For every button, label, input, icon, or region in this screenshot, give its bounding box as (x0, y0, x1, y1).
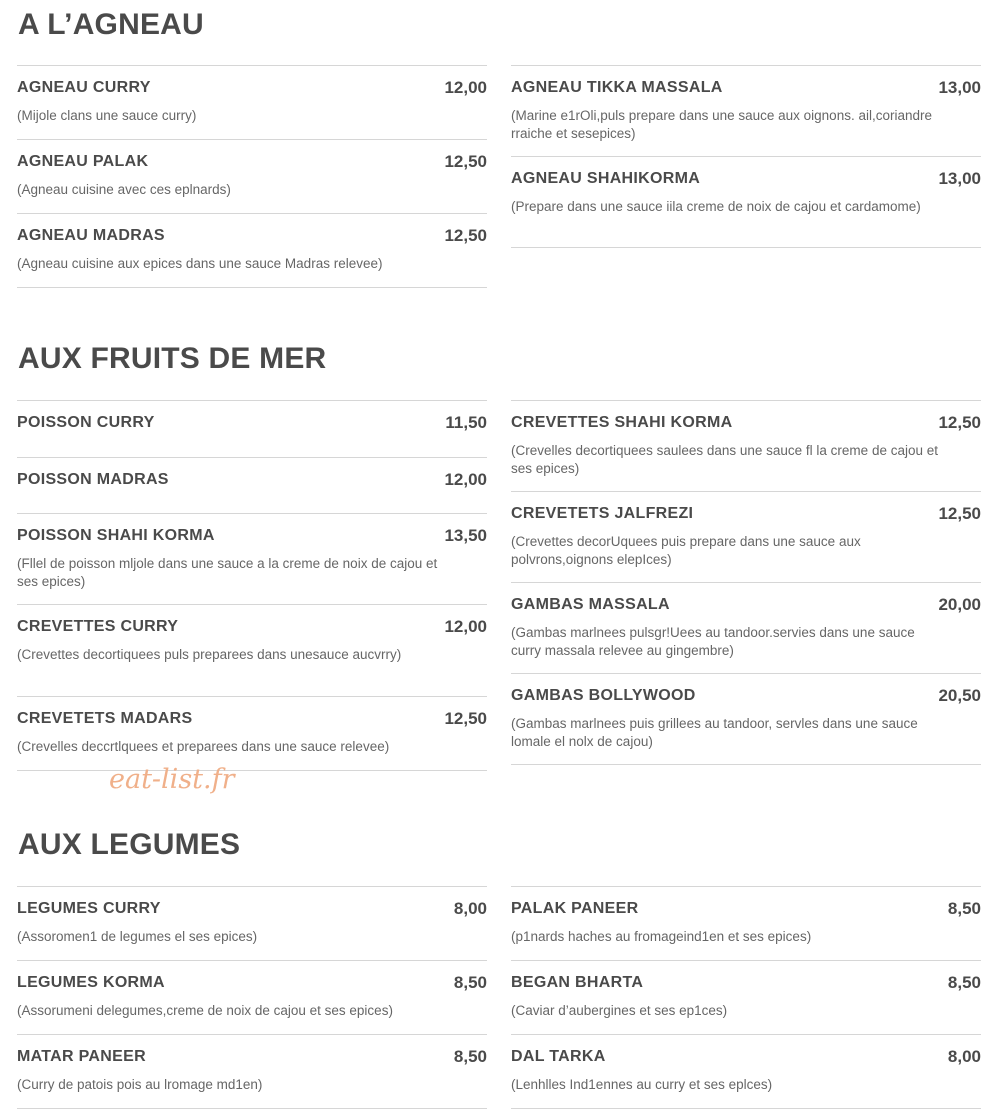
item-name: AGNEAU TIKKA MASSALA (511, 79, 723, 96)
section-title-agneau: A L’AGNEAU (18, 8, 204, 41)
item-price: 20,50 (938, 686, 981, 705)
item-description: (Crevelles deccrtlquees et preparees dans une sauce relevee) (17, 739, 390, 754)
item-price: 13,50 (444, 526, 487, 545)
item-price: 12,50 (938, 504, 981, 523)
item-description: (Gambas marlnees puis grillees au tandoor, servles dans une sauce lomale el nolx de cajou) (511, 716, 918, 749)
item-price: 8,50 (453, 973, 487, 992)
item-name: AGNEAU PALAK (17, 153, 149, 170)
menu-item (511, 65, 981, 156)
item-name: LEGUMES KORMA (17, 974, 165, 991)
section-title-fruits-de-mer: AUX FRUITS DE MER (18, 342, 327, 375)
menu-column-fruits-de-mer-right (511, 400, 981, 765)
item-name: GAMBAS BOLLYWOOD (511, 687, 696, 704)
menu-item (511, 1034, 981, 1109)
item-price: 8,50 (453, 1047, 487, 1066)
item-name: AGNEAU SHAHIKORMA (511, 170, 701, 187)
item-price: 12,00 (444, 470, 487, 489)
menu-item (17, 1034, 487, 1109)
item-name: CREVETTES SHAHI KORMA (511, 414, 733, 431)
item-description: (p1nards haches au fromageind1en et ses epices) (511, 929, 812, 944)
menu-item (17, 513, 487, 604)
menu-item (17, 696, 487, 771)
item-price: 8,50 (947, 899, 981, 918)
item-description: (Agneau cuisine aux epices dans une sauce Madras relevee) (17, 256, 383, 271)
item-price: 12,50 (444, 152, 487, 171)
menu-item (511, 400, 981, 491)
menu-item (511, 582, 981, 673)
item-name: POISSON CURRY (17, 414, 155, 431)
menu-item (17, 213, 487, 288)
item-price: 12,50 (938, 413, 981, 432)
menu-column-agneau-left (17, 65, 487, 288)
item-price: 13,00 (938, 78, 981, 97)
item-price: 8,50 (947, 973, 981, 992)
menu-item (17, 886, 487, 960)
item-name: MATAR PANEER (17, 1048, 146, 1065)
item-description: (Gambas marlnees pulsgr!Uees au tandoor.servies dans une sauce curry massala relevee au gingembre) (511, 625, 915, 658)
menu-item (511, 673, 981, 765)
item-name: POISSON MADRAS (17, 471, 169, 488)
menu-column-legumes-right (511, 886, 981, 1109)
item-name: DAL TARKA (511, 1048, 606, 1065)
item-price: 12,00 (444, 78, 487, 97)
item-description: (Crevelles decortiquees saulees dans une sauce fl la creme de cajou et ses epices) (511, 443, 938, 476)
item-description: (Curry de patois pois au lromage md1en) (17, 1077, 263, 1092)
item-price: 12,50 (444, 709, 487, 728)
item-name: PALAK PANEER (511, 900, 639, 917)
menu-item (17, 960, 487, 1034)
item-price: 20,00 (938, 595, 981, 614)
menu-item (511, 960, 981, 1034)
menu-column-legumes-left (17, 886, 487, 1109)
menu-item (17, 65, 487, 139)
item-description: (Fllel de poisson mljole dans une sauce a la creme de noix de cajou et ses epices) (17, 556, 438, 589)
item-description: (Assorumeni delegumes,creme de noix de cajou et ses epices) (17, 1003, 393, 1018)
menu-item (17, 139, 487, 213)
item-name: POISSON SHAHI KORMA (17, 527, 215, 544)
item-description: (Mijole clans une sauce curry) (17, 108, 197, 123)
item-description: (Crevettes decorUquees puis prepare dans une sauce aux polvrons,oignons elepIces) (511, 534, 861, 567)
menu-column-agneau-right (511, 65, 981, 248)
item-name: AGNEAU CURRY (17, 79, 151, 96)
menu-item (511, 156, 981, 248)
item-price: 12,50 (444, 226, 487, 245)
item-price: 12,00 (444, 617, 487, 636)
item-description: (Prepare dans une sauce iila creme de noix de cajou et cardamome) (511, 199, 921, 214)
item-description: (Caviar d’aubergines et ses ep1ces) (511, 1003, 728, 1018)
item-name: CREVETETS JALFREZI (511, 505, 694, 522)
item-description: (Assoromen1 de legumes el ses epices) (17, 929, 258, 944)
item-description: (Marine e1rOli,puls prepare dans une sauce aux oignons. ail,coriandre rraiche et sesepices) (511, 108, 932, 141)
item-name: AGNEAU MADRAS (17, 227, 165, 244)
menu-item (17, 457, 487, 513)
item-price: 8,00 (947, 1047, 981, 1066)
item-description: (Agneau cuisine avec ces eplnards) (17, 182, 231, 197)
item-description: (Crevettes decortiquees puls preparees dans unesauce aucvrry) (17, 647, 402, 662)
item-price: 8,00 (453, 899, 487, 918)
item-name: BEGAN BHARTA (511, 974, 644, 991)
menu-item (511, 886, 981, 960)
item-price: 11,50 (445, 413, 487, 432)
item-name: CREVETTES CURRY (17, 618, 179, 635)
item-name: CREVETETS MADARS (17, 710, 193, 727)
menu-item (17, 400, 487, 457)
item-name: GAMBAS MASSALA (511, 596, 670, 613)
menu-item (17, 604, 487, 696)
menu-column-fruits-de-mer-left (17, 400, 487, 771)
item-price: 13,00 (938, 169, 981, 188)
watermark-text: eat-list.fr (109, 764, 235, 795)
item-name: LEGUMES CURRY (17, 900, 161, 917)
section-title-legumes: AUX LEGUMES (18, 828, 241, 861)
menu-item (511, 491, 981, 582)
item-description: (Lenhlles Ind1ennes au curry et ses eplces) (511, 1077, 773, 1092)
